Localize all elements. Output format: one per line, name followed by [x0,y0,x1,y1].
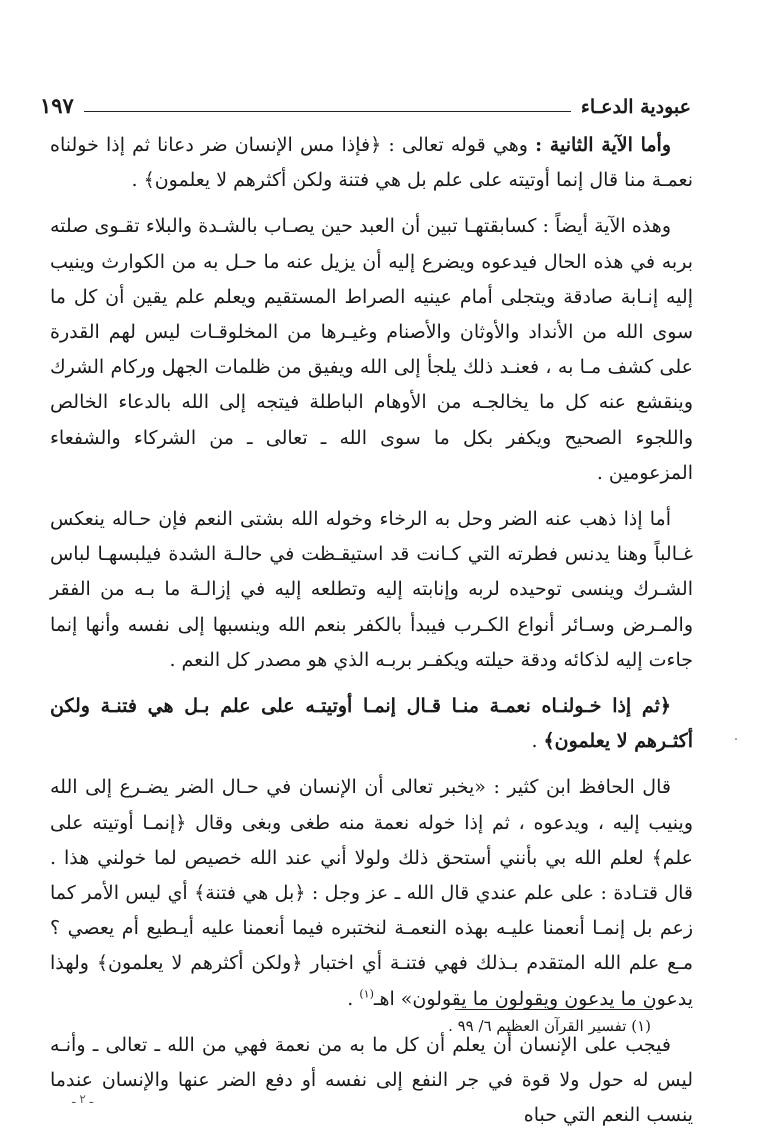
paragraph-text: قال الحافظ ابن كثير : «يخبر تعالى أن الإنسان في حـال الضر يضـرع إلى الله وينيب إليه ، ويدعوه ، ثم إذا خوله نعمة منه طغى وبغى وقال ﴿إنمـا أوتيته على علم﴾ لعلم الله بي بأنني أستحق ذلك ولولا أني عند الله خصيص لما خولني هذا . قال قتـادة : على علم عندي قال الله ـ عز وجل : ﴿بل هي فتنة﴾ أي ليس الأمر كما زعم بل إنمـا أنعمنا عليـه بهذه النعمـة لنختبره فيما أنعمنا عليه أيـطيع أم يعصي ؟ مـع علم الله المتقدم بـذلك فهي فتنـة أي اختبار ﴿ولكن أكثرهم لا يعلمون﴾ ولهذا يدعون ما يدعون ويقولون ما يقولون» اهـ [50,776,693,1010]
quran-verse: ﴿ثم إذا خـولنـاه نعمـة منـا قـال إنمـا أوتيتـه على علم بـل هي فتنـة ولكن أكثـرهم لا يعلمون﴾ [50,695,693,753]
paragraph [50,209,693,491]
paragraph-text: وهي قوله تعالى : ﴿فإذا مس الإنسان ضر دعانا ثم إذا خولناه نعمـة منا قال إنما أوتيته على علم بل هي فتنة ولكن أكثرهم لا يعلمون﴾ . [50,134,693,192]
stray-marks: ـ ٢ ـ [72,1092,94,1106]
scan-speck [735,738,737,740]
paragraph-text: أما إذا ذهب عنه الضر وحل به الرخاء وخوله الله بشتى النعم فإن حـاله ينعكس غـالباً وهنا يدنس فطرته التي كـانت قد استيقـظت في حالـة الشدة فيلبسهـا لباس الشـرك وينسى توحيده لربه وإنابته إليه وتطلعه إليه في إزالـة ما بـه من الفقر والمـرض وسـائر أنواع الكـرب فيبدأ بالكفر بنعم الله وينسبها إلى نفسه وأنها إنما جاءت إليه لذكائه ودقة حيلته ويكفـر بربـه الذي هو مصدر كل النعم . [50,508,693,671]
footnote-divider [455,1009,653,1010]
running-header [40,88,691,118]
paragraph-lead: وأما الآية الثانية : [535,134,672,156]
body-text [50,128,693,1144]
footnote-reference[interactable]: (١) [359,987,374,1001]
paragraph [50,502,693,678]
paragraph-text: فيجب على الإنسان أن يعلم أن كل ما به من نعمة فهي من الله ـ تعالى ـ وأنـه ليس له حول ولا قوة في جر النفع إلى نفسه أو دفع الضر عنها والإنسان عندما ينسب النعم التي حباه [50,1033,693,1127]
paragraph-text: وهذه الآية أيضاً : كسابقتهـا تبين أن العبد حين يصـاب بالشـدة والبلاء تقـوى صلته بربه في هذه الحال فيدعوه ويضرع إليه أن يزيل عنه ما حـل به من الكوارث وينيب إليه إنـابة صادقة ويتجلى أمام عينيه الصراط المستقيم ويعلم علم يقين أن كل ما سوى الله من الأنداد والأوثان والأصنام وغيـرها من المخلوقـات ليس لهم القدرة على كشف مـا به ، فعنـد ذلك يلجأ إلى الله ويفيق من ظلمات الجهل وركام الشرك وينقشع عنه كل ما يخالجـه من الأوهام الباطلة فيتجه إلى الله بالدعاء الخالص واللجوء الصحيح ويكفر بكل ما سوى الله ـ تعالى ـ من الشركاء والشفعاء المزعومين . [50,215,693,484]
paragraph [50,128,693,198]
paragraph-text: . [531,730,544,753]
paragraph [50,770,693,1016]
page-number: ١٩٧ [40,93,74,118]
header-title: عبودية الدعـاء [580,96,691,118]
paragraph [50,1028,693,1134]
paragraph-text-end: . [347,987,360,1010]
footnote: (١) تفسير القرآن العظيم ٦/ ٩٩ . [448,1017,651,1035]
paragraph [50,689,693,759]
header-rule [84,111,571,112]
